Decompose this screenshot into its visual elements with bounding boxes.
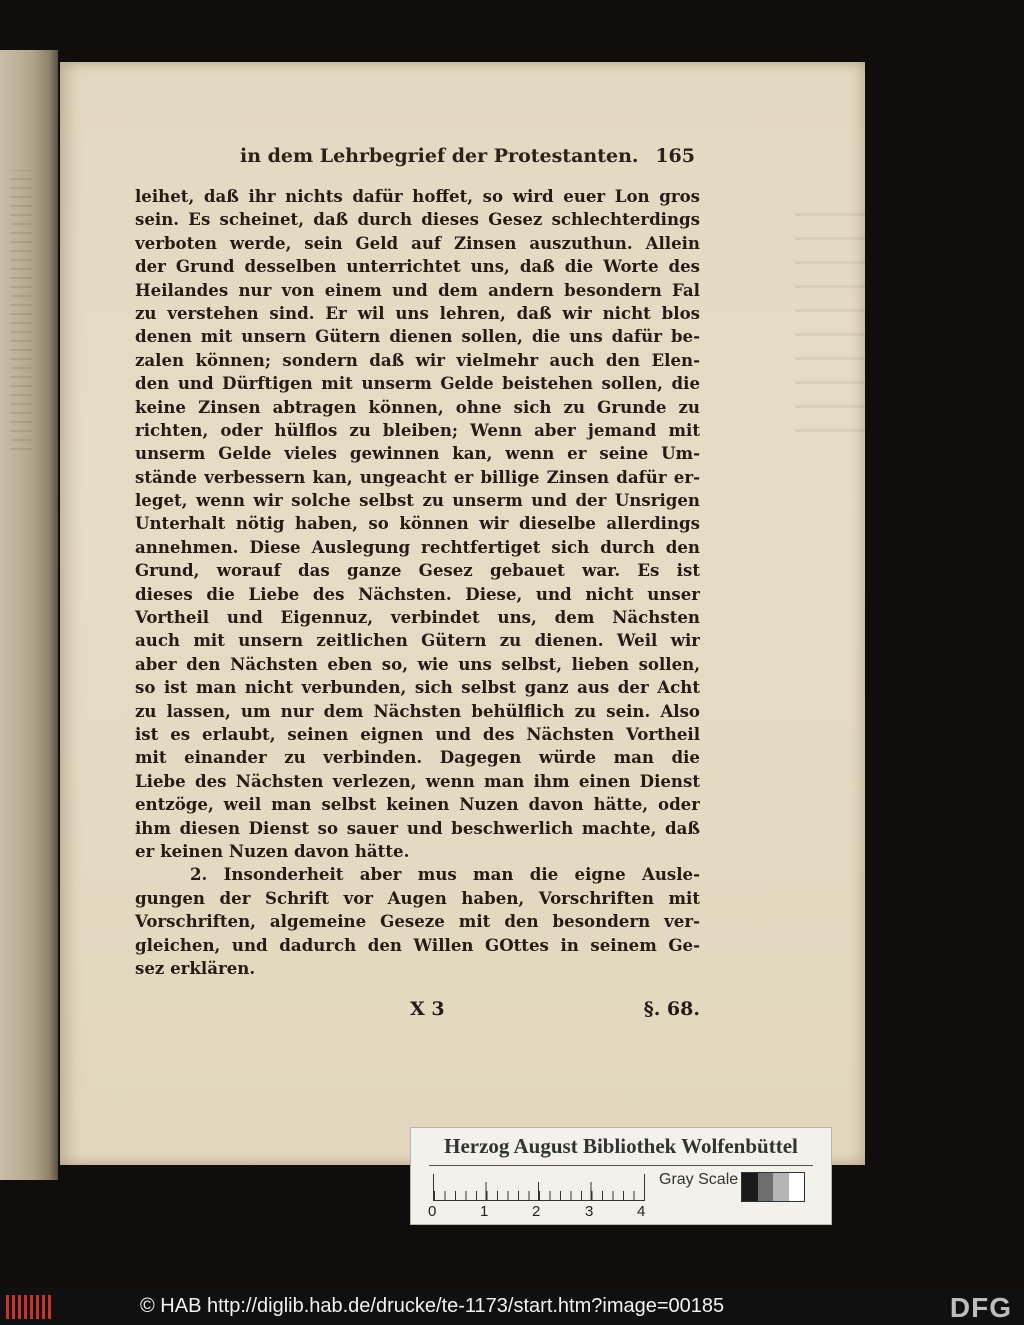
ruler-number: 4 bbox=[637, 1203, 646, 1220]
library-label-card bbox=[410, 1127, 832, 1225]
text-line: auch mit unsern zeitlichen Gütern zu dienen. Weil wir bbox=[135, 630, 700, 651]
gray-scale-label: Gray Scale bbox=[659, 1171, 739, 1188]
label-divider bbox=[429, 1165, 813, 1166]
text-line: der Grund desselben unterrichtet uns, daß die Worte des bbox=[135, 256, 700, 277]
text-line: leihet, daß ihr nichts dafür hoffet, so wird euer Lon gros bbox=[135, 186, 700, 206]
footer-bar bbox=[0, 1288, 1024, 1325]
text-line: annehmen. Diese Auslegung rechtfertiget sich durch den bbox=[135, 536, 700, 557]
text-line: er keinen Nuzen davon hätte. bbox=[135, 840, 410, 861]
text-line: denen mit unsern Gütern dienen sollen, die uns dafür be- bbox=[135, 326, 700, 347]
text-line: aber den Nächsten eben so, wie uns selbst, lieben sollen, bbox=[135, 653, 700, 674]
text-line: den und Dürftigen mit unserm Gelde beistehen sollen, die bbox=[135, 373, 700, 394]
text-line: richten, oder hülflos zu bleiben; Wenn aber jemand mit bbox=[135, 419, 700, 440]
barcode-icon bbox=[6, 1295, 52, 1319]
gray-swatch bbox=[758, 1173, 774, 1201]
text-line: entzöge, weil man selbst keinen Nuzen davon hätte, oder bbox=[135, 794, 700, 815]
text-line: Heilandes nur von einem und dem andern besondern Fal bbox=[135, 279, 700, 300]
running-head bbox=[240, 145, 695, 171]
text-line: Vorschriften, algemeine Geseze mit den besondern ver- bbox=[135, 911, 700, 932]
text-line: Grund, worauf das ganze Gesez gebauet war. Es ist bbox=[135, 560, 700, 581]
text-line: zu verstehen sind. Er wil uns lehren, daß wir nicht blos bbox=[135, 302, 700, 323]
text-line: unserm Gelde vieles gewinnen kan, wenn er seine Um- bbox=[135, 443, 700, 464]
text-line: zalen können; sondern daß wir vielmehr auch den Elen- bbox=[135, 349, 700, 370]
signature-mark: X 3 bbox=[410, 998, 445, 1020]
page-footer bbox=[135, 998, 700, 1026]
text-line: sez erklären. bbox=[135, 957, 256, 978]
gray-swatch bbox=[742, 1173, 758, 1201]
library-name: Herzog August Bibliothek Wolfenbüttel bbox=[444, 1134, 798, 1158]
page-number: 165 bbox=[655, 145, 695, 167]
catchword: §. 68. bbox=[643, 998, 700, 1020]
text-line: leget, wenn wir solche selbst zu unserm und der Unsrigen bbox=[135, 490, 700, 511]
copyright-link[interactable]: © HAB http://diglib.hab.de/drucke/te-1173/start.htm?image=00185 bbox=[140, 1295, 725, 1317]
text-line: so ist man nicht verbunden, sich selbst ganz aus der Acht bbox=[135, 677, 700, 698]
gray-swatch bbox=[773, 1173, 789, 1201]
text-line: zu lassen, um nur dem Nächsten behülflich zu sein. Also bbox=[135, 700, 700, 721]
text-line: stände verbessern kan, ungeacht er billige Zinsen dafür er- bbox=[135, 466, 700, 487]
scale-ruler-major-ticks bbox=[433, 1174, 643, 1200]
text-line: mit einander zu verbinden. Dagegen würde man die bbox=[135, 747, 700, 768]
ruler-number: 0 bbox=[428, 1203, 437, 1220]
text-line: gungen der Schrift vor Augen haben, Vorschriften mit bbox=[135, 887, 700, 908]
text-line: Unterhalt nötig haben, so können wir dieselbe allerdings bbox=[135, 513, 700, 534]
ruler-number: 3 bbox=[585, 1203, 594, 1220]
previous-page-edge bbox=[0, 50, 58, 1180]
text-line: gleichen, und dadurch den Willen GOttes in seinem Ge- bbox=[135, 934, 700, 955]
text-line: dieses die Liebe des Nächsten. Diese, und nicht unser bbox=[135, 583, 700, 604]
text-line: Liebe des Nächsten verlezen, wenn man ihm einen Dienst bbox=[135, 770, 700, 791]
text-line: keine Zinsen abtragen können, ohne sich zu Grunde zu bbox=[135, 396, 700, 417]
text-line: Vortheil und Eigennuz, verbindet uns, dem Nächsten bbox=[135, 607, 700, 628]
running-head-title: in dem Lehrbegrief der Protestanten. bbox=[240, 145, 639, 167]
dfg-logo: DFG bbox=[949, 1292, 1012, 1323]
text-line: ist es erlaubt, seinen eignen und des Nächsten Vortheil bbox=[135, 723, 700, 744]
ruler-number: 1 bbox=[480, 1203, 489, 1220]
ruler-number: 2 bbox=[532, 1203, 541, 1220]
gray-swatch bbox=[789, 1173, 805, 1201]
text-line: sein. Es scheinet, daß durch dieses Gesez schlechterdings bbox=[135, 209, 700, 230]
text-line: verboten werde, sein Geld auf Zinsen auszuthun. Allein bbox=[135, 232, 700, 253]
body-text bbox=[135, 185, 700, 980]
text-line: 2. Insonderheit aber mus man die eigne Ausle- bbox=[190, 864, 700, 885]
gray-scale-swatches bbox=[741, 1172, 805, 1202]
text-line: ihm diesen Dienst so sauer und beschwerlich machte, daß bbox=[135, 817, 700, 838]
